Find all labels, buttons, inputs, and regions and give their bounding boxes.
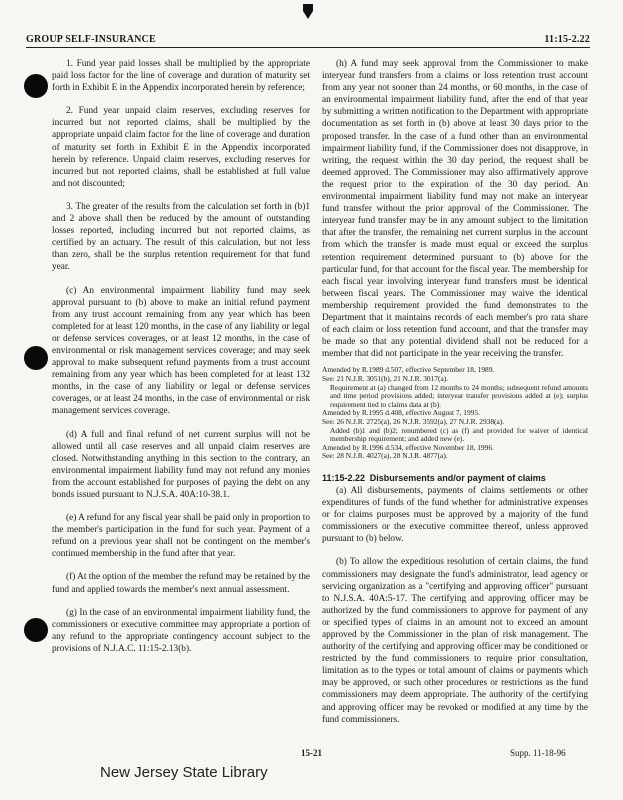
paragraph-d: (d) A full and final refund of net current surplus will not be allowed until all case reserves and all unpaid claim reserves are closed. Notwithstanding anything in this section to the contrary, an environmental impairment liability fund may not refund any monies from the account established for purposes of paying the debt on any bonds issued pursuant to N.J.S.A. 40A:10-38.1. (52, 429, 310, 500)
header-title: GROUP SELF-INSURANCE (26, 34, 156, 45)
paragraph-g: (g) In the case of an environmental impairment liability fund, the commissioners or executive committee may appropriate a portion of any refund to the appropriate contingency account subject to the provisions of N.J.A.C. 11:15-2.13(b). (52, 607, 310, 654)
library-stamp: New Jersey State Library (100, 764, 268, 781)
running-header (26, 34, 590, 45)
history-note: Added (b)1 and (b)2; renumbered (c) as (f) and provided for waiver of identical membership requirement; and added new (e). (330, 425, 588, 444)
header-section-number: 11:15-2.22 (544, 34, 590, 45)
page-notch-mark (302, 4, 314, 20)
section-title: Disbursements and/or payment of claims (369, 472, 546, 483)
history-line: Amended by R.1996 d.534, effective November 18, 1996. (322, 442, 494, 452)
paragraph-b1: 1. Fund year paid losses shall be multiplied by the appropriate paid loss factor for the line of coverage and duration of maturity set forth in Exhibit E in the Appendix incorporated herein by reference; (52, 59, 310, 94)
binder-hole-bottom (24, 618, 48, 642)
history-line: Amended by R.1995 d.408, effective August 7, 1995. (322, 408, 480, 418)
binder-hole-top (24, 74, 48, 98)
history-note: Requirement at (a) changed from 12 months to 24 months; subsequent refund amounts and time period provisions added; interyear transfer provisions added at (e); surplus requirement tied to claims data at (b). (330, 382, 588, 409)
history-line: See: 21 N.J.R. 3051(b), 21 N.J.R. 3017(a). (322, 373, 449, 383)
paragraph-c: (c) An environmental impairment liability fund may seek approval pursuant to (b) above to make an initial refund payment from any trust account remaining from any year which has been completed for at least 120 months, in the case of any liability or legal or defense services coverages, or at least 12 months, in the case of environmental or risk management services coverage; and may seek approval to make subsequent refund payments from a trust account remaining from any year which has been completed for at least 132 months, in the case of any liability or legal or defense services coverages, or at least 24 months, in the case of environmental or risk management services coverage. (52, 285, 310, 417)
paragraph-b2: 2. Fund year unpaid claim reserves, excluding reserves for incurred but not reported claims, shall be multiplied by the appropriate unpaid claim factor for the line of coverage and duration of maturity set forth in Exhibit E in the Appendix incorporated herein by reference. Unpaid claim reserves, excluding reserves for incurred but not reported claims, shall be established at full value and not discounted; (52, 106, 310, 189)
paragraph-e: (e) A refund for any fiscal year shall be paid only in proportion to the member's participation in the fund for such year. Payment of a refund on a previous year shall not be contingent on the member's continued membership in the fund after that year. (52, 513, 310, 560)
section-heading (322, 472, 588, 485)
page-number: 15-21 (301, 748, 322, 758)
paragraph-b: (b) To allow the expeditious resolution of certain claims, the fund commissioners may designate the fund's administrator, lead agency or servicing organization as a "certifying and approving officer" pursuant to N.J.S.A. 40A:5-17. The certifying and approving officer may be authorized by the fund commissioners to approve for payment of any or specified types of claims in an amount not to exceed an amount approved by the Commissioner in the plan of risk management. The authority of the certifying and approving officer may be conditioned or restricted by the fund commissioners to require prior consultation, limitation as to the types or total amount of claims or payments which may be approved, or such other procedures or restrictions as the fund commissioners may deem appropriate. The authority of the certifying and approving officer may be revoked or modified at any time by the fund commissioners. (322, 557, 588, 725)
history-line: See: 26 N.J.R. 2725(a), 26 N.J.R. 3592(a), 27 N.J.R. 2938(a). (322, 416, 505, 426)
section-number: 11:15-2.22 (322, 472, 366, 483)
history-notes (322, 366, 588, 461)
binder-hole-middle (24, 346, 48, 370)
paragraph-a: (a) All disbursements, payments of claims settlements or other expenditures of funds of the fund whether for administrative expenses or for claims purposes must be approved by a majority of the fund commissioners or the executive committee thereof, unless approved pursuant to (b) below. (322, 485, 588, 545)
paragraph-f: (f) At the option of the member the refund may be retained by the fund and applied towards the member's next annual assessment. (52, 572, 310, 595)
paragraph-h: (h) A fund may seek approval from the Commissioner to make interyear fund transfers from a claims or loss retention trust account from any year not sooner than 24 months, or 60 months, in the case of an environmental impairment liability fund, after the end of that year by submitting a written notification to the Department with appropriate documentation as set forth in (b) above at least 30 days prior to the proposed transfer. In the case of a fund other than an environmental impairment liability fund, if the Commissioner does not disapprove, in writing, the request within the 30 day period, the request shall be deemed approved. The Commissioner may also affirmatively approve the request prior to the expiration of the 30 day period. An environmental impairment liability fund may not make an interyear fund transfer without the prior approval of the Commissioner. The interyear fund transfer may be in any amount subject to the limitation that after the transfer, the remaining net current surplus in the account from which the transfer is made must equal or exceed the surplus retention requirement determined pursuant to (b) above for the particular fund, for that account for the fiscal year. The membership for each fiscal year involving interyear fund transfers must be identical between fiscal years. The Commissioner may waive the identical membership requirement provided the fund demonstrates to the Department that it maintains records of each member's pro rata share of each claim or loss retention fund account, and that the transfer may be made so that any potential dividend shall not be reduced for a member that did not participate in the year receiving the transfer. (322, 59, 588, 360)
paragraph-b3: 3. The greater of the results from the calculation set forth in (b)1 and 2 above shall then be reduced by the amount of outstanding losses reported, including incurred but not reported claims, as certified by an actuary. The result of this calculation, but not less than zero, shall be the surplus retention requirement for that fund year. (52, 201, 310, 273)
header-rule (26, 47, 590, 48)
supplement-date: Supp. 11-18-96 (510, 748, 566, 758)
history-line: See: 28 N.J.R. 4027(a), 28 N.J.R. 4877(a). (322, 451, 448, 461)
right-column (322, 58, 588, 726)
history-line: Amended by R.1989 d.507, effective September 18, 1989. (322, 365, 495, 375)
left-column (52, 58, 310, 655)
